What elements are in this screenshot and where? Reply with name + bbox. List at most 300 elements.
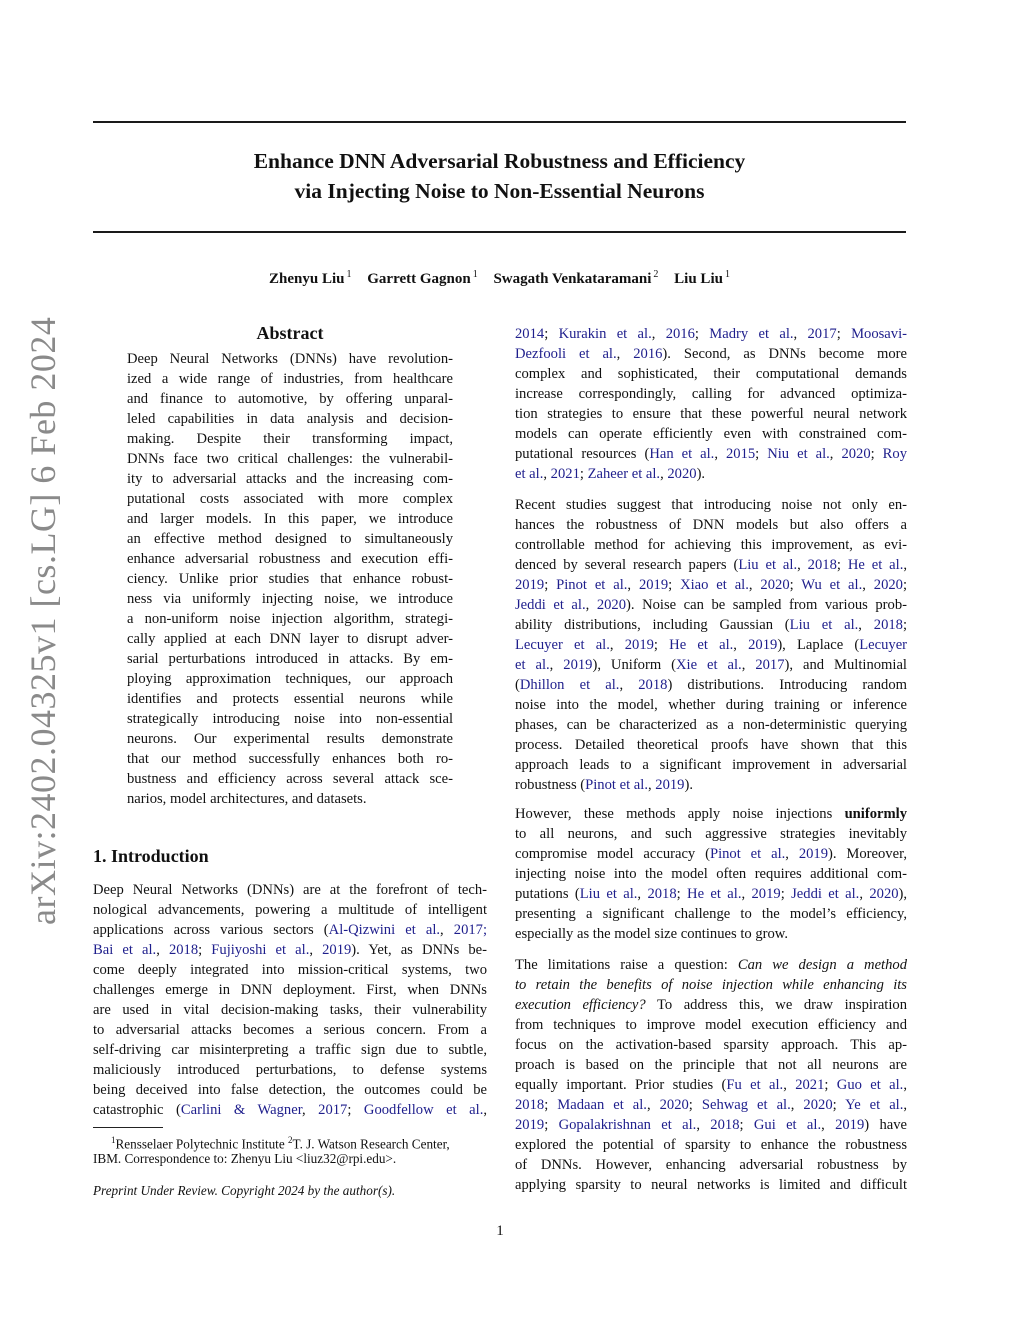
text-run: , (627, 577, 639, 593)
citation-link[interactable]: 2018 (647, 886, 677, 902)
text-run: , (785, 846, 799, 862)
text-run: , (609, 637, 625, 653)
abstract-heading: Abstract (256, 323, 324, 343)
right-column-line (515, 615, 907, 635)
citation-link[interactable]: 2017 (755, 657, 785, 673)
citation-link[interactable]: Liu et al. (579, 886, 638, 902)
text-run: , (903, 1097, 907, 1113)
right-column-line (515, 1035, 907, 1055)
citation-link[interactable]: 2017 (453, 922, 483, 938)
text-run: , (660, 466, 668, 482)
text-run: ). Noise can be sampled from various prob- (626, 597, 907, 613)
citation-link[interactable]: et al. (515, 466, 544, 482)
right-column-line (515, 324, 907, 344)
right-column-line (515, 675, 907, 695)
citation-link[interactable]: Ye et al. (845, 1097, 904, 1113)
text-run: presenting a significant challenge to the model’s efficiency, (515, 906, 907, 922)
text-run: ; (676, 886, 688, 902)
citation-link[interactable]: Xiao et al. (680, 577, 749, 593)
right-column-line (515, 755, 907, 775)
right-column-line (515, 535, 907, 555)
introduction-line (93, 1040, 487, 1060)
citation-link[interactable]: Lecuyer (859, 637, 907, 653)
paper-title-line: Enhance DNN Adversarial Robustness and Efficiency (253, 149, 746, 173)
text-run: , (821, 1117, 836, 1133)
title-rule-bottom (93, 231, 906, 233)
footnote-correspondence: IBM. Correspondence to: Zhenyu Liu <liuz32@rpi.edu>. (93, 1151, 397, 1166)
footnote-rule (93, 1127, 163, 1128)
citation-link[interactable]: 2019 (655, 777, 685, 793)
citation-link[interactable]: Jeddi et al. (791, 886, 860, 902)
right-column-line (515, 555, 907, 575)
abstract-line: bustness and efficiency across several attack sce- (127, 771, 453, 787)
text-run: putational resources ( (515, 446, 650, 462)
text-run: process. Detailed theoretical proofs have shown that this (515, 737, 907, 753)
right-column-line (515, 1135, 907, 1155)
text-run: ; (653, 637, 670, 653)
text-run: equally important. Prior studies ( (515, 1077, 727, 1093)
text-run: Deep Neural Networks (DNNs) are at the forefront of tech- (93, 882, 487, 898)
citation-link[interactable]: 2020 (873, 577, 903, 593)
abstract-line: putational costs associated with more complex (127, 491, 453, 507)
citation-link[interactable]: 2019 (322, 942, 352, 958)
text-run: , (797, 557, 808, 573)
citation-link[interactable]: 2019 (638, 577, 669, 593)
page-number: 1 (496, 1223, 504, 1239)
citation-link[interactable]: He et al. (669, 637, 734, 653)
text-run: Recent studies suggest that introducing noise not only en- (515, 497, 907, 513)
text-run: ; (668, 577, 681, 593)
text-run: tion strategies to ensure that these powerful neural network (515, 406, 907, 422)
paper-title-line: via Injecting Noise to Non-Essential Neurons (294, 179, 705, 203)
right-column-line (515, 804, 907, 824)
text-run: ). Moreover, (828, 846, 907, 862)
abstract-line: ciency. Unlike prior studies that enhance robust- (127, 571, 453, 587)
text-run: , (483, 1102, 487, 1118)
citation-link[interactable]: 2020 (841, 446, 871, 462)
text-run: , (619, 677, 639, 693)
citation-link[interactable]: Zaheer et al. (587, 466, 661, 482)
arxiv-identifier: arXiv:2402.04325v1 [cs.LG] 6 Feb 2024 (23, 316, 63, 925)
author (674, 271, 730, 287)
text-run: increase correspondingly, calling for advanced optimiza- (515, 386, 907, 402)
abstract-line: ness via uniformly injecting noise, we introduce (127, 591, 453, 607)
right-column-line (515, 695, 907, 715)
citation-link[interactable]: Liu et al. (738, 557, 798, 573)
author (269, 271, 351, 287)
text-run: ability distributions, including Gaussian ( (515, 617, 790, 633)
text-run: ). Yet, as DNNs be- (351, 942, 487, 958)
citation-link[interactable]: Guo et al. (836, 1077, 904, 1093)
footnote-text: T. J. Watson Research Center, (292, 1136, 450, 1152)
text-run: ), and Multinomial (784, 657, 907, 673)
text-run: ; (544, 1117, 559, 1133)
text-run: ; (780, 886, 792, 902)
right-column-line (515, 655, 907, 675)
text-run: phases, can be characterized as a non-deterministic querying (515, 717, 907, 733)
right-column-line (515, 995, 907, 1015)
right-column-line (515, 775, 907, 795)
text-run: robustness ( (515, 777, 586, 793)
right-column-line (515, 515, 907, 535)
citation-link[interactable]: 2019 (563, 657, 593, 673)
introduction-heading: 1. Introduction (93, 846, 209, 866)
citation-link[interactable]: 2020 (760, 577, 790, 593)
text-run: controllable method for achieving this improvement, as evi- (515, 537, 907, 553)
abstract-line: strategically introducing noise into non-essential (127, 711, 453, 727)
author-list (93, 265, 906, 289)
citation-link[interactable]: 2019 (515, 577, 545, 593)
citation-link[interactable]: Liu et al. (789, 617, 859, 633)
abstract-line: enhance adversarial robustness and execution effi- (127, 551, 453, 567)
author-affiliation: 1 (724, 269, 730, 280)
text-run: come deeply integrated into mission-critical systems, two (93, 962, 487, 978)
abstract-line: a non-uniform noise injection algorithm, strategi- (127, 611, 453, 627)
author-affiliation: 2 (653, 269, 659, 280)
right-column-line (515, 864, 907, 884)
text-run: approach leads to a significant improvement in adversarial (515, 757, 907, 773)
text-run: , (647, 777, 656, 793)
citation-link[interactable]: Pinot et al. (585, 777, 648, 793)
text-run: execution efficiency? (515, 997, 646, 1013)
right-column-line (515, 735, 907, 755)
introduction-line (93, 1060, 487, 1080)
text-run: ; (832, 1097, 846, 1113)
text-run: , (741, 657, 756, 673)
text-run: compromise model accuracy ( (515, 846, 710, 862)
text-run: ; (902, 617, 907, 633)
text-run: noise into the model, whether during training or inference (515, 697, 907, 713)
right-column-line (515, 1115, 907, 1135)
text-run: ) distributions. Introducing random (667, 677, 907, 693)
text-run: ; (824, 1077, 837, 1093)
preprint-note: Preprint Under Review. Copyright 2024 by the author(s). (93, 1183, 396, 1198)
abstract-line: and finance to automotive, by offering unparal- (127, 391, 453, 407)
citation-link[interactable]: 2020 (667, 466, 697, 482)
text-run: focus on the activation-based sparsity approach. This ap- (515, 1037, 907, 1053)
citation-link[interactable]: Pinot et al. (709, 846, 786, 862)
text-run: ( (515, 677, 520, 693)
right-column-line (515, 715, 907, 735)
right-column-line (515, 595, 907, 615)
citation-link[interactable]: 2018 (638, 677, 668, 693)
introduction-line (93, 1100, 487, 1120)
author-name: Garrett Gagnon (367, 271, 471, 287)
text-run: ; (579, 466, 588, 482)
text-run: ; (836, 326, 852, 342)
citation-link[interactable]: Bai et al. (93, 942, 157, 958)
text-run: are used in vital decision-making tasks, their vulnerability (93, 1002, 487, 1018)
text-run: , (748, 577, 761, 593)
title-rule-top (93, 121, 906, 123)
author (493, 271, 658, 287)
text-run: , (549, 657, 564, 673)
text-run: nological advancements, powering a multitude of intelligent (93, 902, 487, 918)
right-column-line (515, 575, 907, 595)
text-run: self-driving car misinterpreting a traffic sign due to subtle, (93, 1042, 487, 1058)
text-run: complex and sophisticated, their computational demands (515, 366, 907, 382)
text-run: ; (198, 942, 212, 958)
text-run: , (646, 1097, 660, 1113)
text-run: , (858, 617, 874, 633)
text-run: , (156, 942, 169, 958)
abstract-line: identifies and protects essential neurons while (127, 691, 453, 707)
introduction-line (93, 980, 487, 1000)
introduction-line (93, 880, 487, 900)
right-column-line (515, 1075, 907, 1095)
text-run: , (903, 557, 907, 573)
citation-link[interactable]: Dezfooli et al. (515, 346, 617, 362)
citation-link[interactable]: 2017 (807, 326, 837, 342)
text-run: ; (739, 1117, 754, 1133)
text-run: ), Laplace ( (777, 637, 860, 653)
right-column-line (515, 1055, 907, 1075)
citation-link[interactable]: 2021 (550, 466, 580, 482)
abstract-line: ity to adversarial attacks and the increasing com- (127, 471, 453, 487)
citation-link[interactable]: Gui et al. (753, 1117, 822, 1133)
right-column-line (515, 1155, 907, 1175)
right-column-line (515, 1095, 907, 1115)
text-run: proach is based on the principle that not all neurons are (515, 1057, 907, 1073)
text-run: , (903, 1077, 907, 1093)
right-column-line (515, 384, 907, 404)
citation-link[interactable]: Sehwag et al. (701, 1097, 791, 1113)
text-run: Can we design a method (737, 957, 907, 973)
right-column-line (515, 444, 907, 464)
text-run: , (543, 466, 551, 482)
abstract-line: neurons. Our experimental results demonstrate (127, 731, 453, 747)
citation-link[interactable]: Madaan et al. (557, 1097, 647, 1113)
text-run: being deceived into false detection, the outcomes could be (93, 1082, 487, 1098)
right-column-line (515, 424, 907, 444)
text-run: ; (544, 326, 559, 342)
author-name: Swagath Venkataramani (493, 271, 652, 287)
text-run: denced by several research papers ( (515, 557, 739, 573)
citation-link[interactable]: Pinot et al. (556, 577, 628, 593)
right-column-line (515, 955, 907, 975)
introduction-line (93, 1020, 487, 1040)
text-run: , (309, 942, 323, 958)
text-run: To address this, we draw inspiration (645, 997, 907, 1013)
text-run: explored the potential of sparsity to enhance the robustness (515, 1137, 907, 1153)
right-column-line (515, 904, 907, 924)
abstract-line: making. Despite their transforming impact, (127, 431, 453, 447)
citation-link[interactable]: Goodfellow et al. (363, 1102, 484, 1118)
citation-link[interactable]: Xie et al. (676, 657, 742, 673)
introduction-line (93, 1000, 487, 1020)
text-run: , (585, 597, 597, 613)
text-run: ) have (864, 1117, 907, 1133)
introduction-line (93, 940, 487, 960)
introduction-line (93, 900, 487, 920)
text-run: maliciously introduced perturbations, to defense systems (93, 1062, 487, 1078)
text-run: applying sparsity to neural networks is limited and difficult (515, 1177, 907, 1193)
text-run: , (714, 446, 726, 462)
text-run: ; (789, 577, 802, 593)
author (367, 271, 477, 287)
text-run: ; (347, 1102, 364, 1118)
text-run: , (440, 922, 454, 938)
text-run: hances the robustness of DNN models but also offers a (515, 517, 907, 533)
text-run: ). (684, 777, 693, 793)
introduction-line (93, 960, 487, 980)
right-column-line (515, 404, 907, 424)
text-run: , (741, 886, 752, 902)
text-run: from techniques to improve model execution efficiency and (515, 1017, 907, 1033)
text-run: ; (544, 1097, 558, 1113)
author-affiliation: 1 (472, 269, 478, 280)
text-run: ). (696, 466, 706, 482)
text-run: , (783, 1077, 796, 1093)
citation-link[interactable]: Fu et al. (726, 1077, 784, 1093)
text-run: to retain the benefits of noise injection while enhancing its (515, 977, 907, 993)
text-run: , (301, 1102, 319, 1118)
citation-link[interactable]: Kurakin et al. (558, 326, 652, 342)
citation-link[interactable]: 2020 (596, 597, 627, 613)
citation-link[interactable]: Carlini & Wagner (180, 1102, 302, 1118)
text-run: ; (755, 446, 768, 462)
text-run: to all neurons, and such aggressive strategies inevitably (515, 826, 907, 842)
footnote-text: Rensselaer Polytechnic Institute (115, 1136, 288, 1152)
text-run: ; (870, 446, 883, 462)
paper-title (93, 146, 906, 206)
author-affiliation: 1 (346, 269, 352, 280)
text-run: , (696, 1117, 711, 1133)
citation-link[interactable]: et al. (515, 657, 550, 673)
citation-link[interactable]: 2015 (725, 446, 756, 462)
text-run: , (616, 346, 634, 362)
abstract-line: narios, model architectures, and datasets. (127, 791, 367, 807)
right-column-line (515, 495, 907, 515)
text-run: applications across various sectors ( (93, 922, 329, 938)
citation-link[interactable]: 2019 (798, 846, 828, 862)
text-run: putations ( (515, 886, 580, 902)
text-run: ; (836, 557, 848, 573)
text-run: uniformly (844, 806, 907, 822)
text-run: ), Uniform ( (592, 657, 677, 673)
abstract-line: ploying approximation techniques, our approach (127, 671, 453, 687)
abstract-line: an effective method designed to simultaneously (127, 531, 453, 547)
text-run: to adversarial attacks becomes a serious concern. From a (93, 1022, 487, 1038)
right-column-line (515, 464, 907, 484)
citation-link[interactable]: Niu et al. (767, 446, 830, 462)
citation-link[interactable]: 2019 (835, 1117, 865, 1133)
citation-link[interactable]: 2018 (873, 617, 903, 633)
citation-link[interactable]: 2020 (869, 886, 899, 902)
text-run: ; (694, 326, 710, 342)
citation-link[interactable]: 2020 (659, 1097, 689, 1113)
citation-link[interactable]: 2018 (710, 1117, 740, 1133)
citation-link[interactable]: 2018 (168, 942, 199, 958)
right-column-line (515, 1015, 907, 1035)
citation-link[interactable]: He et al. (847, 557, 904, 573)
citation-link[interactable]: Lecuyer et al. (515, 637, 610, 653)
citation-link[interactable]: Jeddi et al. (515, 597, 586, 613)
author-name: Liu Liu (674, 271, 723, 287)
abstract-line: DNNs face two critical challenges: the vulnerabil- (127, 451, 453, 467)
right-column-line (515, 924, 907, 944)
abstract-line: leled capabilities in data analysis and decision- (127, 411, 453, 427)
abstract-line: cally applied at each DNN layer to disrupt adver- (127, 631, 453, 647)
citation-link[interactable]: Madry et al. (709, 326, 794, 342)
citation-link[interactable]: 2016 (633, 346, 663, 362)
citation-link[interactable]: Moosavi- (851, 326, 907, 342)
citation-link[interactable]: 2014 (515, 326, 545, 342)
right-column-line (515, 1175, 907, 1195)
text-run: , (733, 637, 749, 653)
introduction-line (93, 920, 487, 940)
text-run: models can operate efficiently even with constrained com- (515, 426, 907, 442)
right-column-line (515, 844, 907, 864)
text-run: , (790, 1097, 804, 1113)
citation-link[interactable]: 2018 (807, 557, 837, 573)
text-run: , (651, 326, 666, 342)
text-run: of DNNs. However, enhancing adversarial robustness by (515, 1157, 907, 1173)
text-run: However, these methods apply noise injections (515, 806, 845, 822)
text-run: , (859, 886, 870, 902)
right-column-line (515, 824, 907, 844)
text-run: catastrophic ( (93, 1102, 181, 1118)
citation-link[interactable]: Roy (882, 446, 907, 462)
text-run: injecting noise into the model often requires additional com- (515, 866, 907, 882)
footnote-affil-mark: 1 (111, 1135, 116, 1145)
abstract-line: sarial perturbations introduced in attacks. By em- (127, 651, 453, 667)
citation-link[interactable]: He et al. (687, 886, 742, 902)
citation-link[interactable]: Fujiyoshi et al. (211, 942, 310, 958)
text-run: especially as the model size continues to grow. (515, 926, 789, 942)
right-column-line (515, 635, 907, 655)
citation-link[interactable]: 2019 (751, 886, 781, 902)
citation-link[interactable]: 2019 (748, 637, 778, 653)
right-column-line (515, 975, 907, 995)
abstract-line: that our method successfully enhances both ro- (127, 751, 453, 767)
citation-link[interactable]: 2021 (795, 1077, 825, 1093)
text-run: , (829, 446, 842, 462)
citation-link[interactable]: 2016 (665, 326, 695, 342)
footnote-affil-mark: 2 (288, 1135, 293, 1145)
abstract-line: Deep Neural Networks (DNNs) have revolution- (127, 351, 453, 367)
author-name: Zhenyu Liu (269, 271, 345, 287)
citation-link[interactable]: ; (482, 922, 487, 938)
text-run: ; (544, 577, 557, 593)
citation-link[interactable]: Dhillon et al. (519, 677, 620, 693)
text-run: ; (688, 1097, 702, 1113)
citation-link[interactable]: Al-Qizwini et al. (328, 922, 441, 938)
text-run: , (637, 886, 648, 902)
citation-link[interactable]: 2018 (515, 1097, 545, 1113)
abstract-line: ized a wide range of industries, from healthcare (127, 371, 453, 387)
citation-link[interactable]: 2019 (515, 1117, 545, 1133)
citation-link[interactable]: Wu et al. (801, 577, 863, 593)
text-run: , (862, 577, 874, 593)
citation-link[interactable]: 2017 (318, 1102, 348, 1118)
abstract-line: and larger models. In this paper, we introduce (127, 511, 453, 527)
text-run: ). Second, as DNNs become more (662, 346, 907, 362)
introduction-line (93, 1080, 487, 1100)
right-column-line (515, 884, 907, 904)
citation-link[interactable]: 2019 (624, 637, 654, 653)
citation-link[interactable]: Gopalakrishnan et al. (558, 1117, 697, 1133)
text-run: challenges emerge in DNN deployment. First, when DNNs (93, 982, 487, 998)
right-column-line (515, 344, 907, 364)
citation-link[interactable]: 2020 (803, 1097, 833, 1113)
text-run: , (793, 326, 808, 342)
text-run: The limitations raise a question: (515, 957, 738, 973)
citation-link[interactable]: Han et al. (649, 446, 715, 462)
text-run: ; (902, 577, 907, 593)
text-run: ), (898, 886, 907, 902)
right-column-line (515, 364, 907, 384)
